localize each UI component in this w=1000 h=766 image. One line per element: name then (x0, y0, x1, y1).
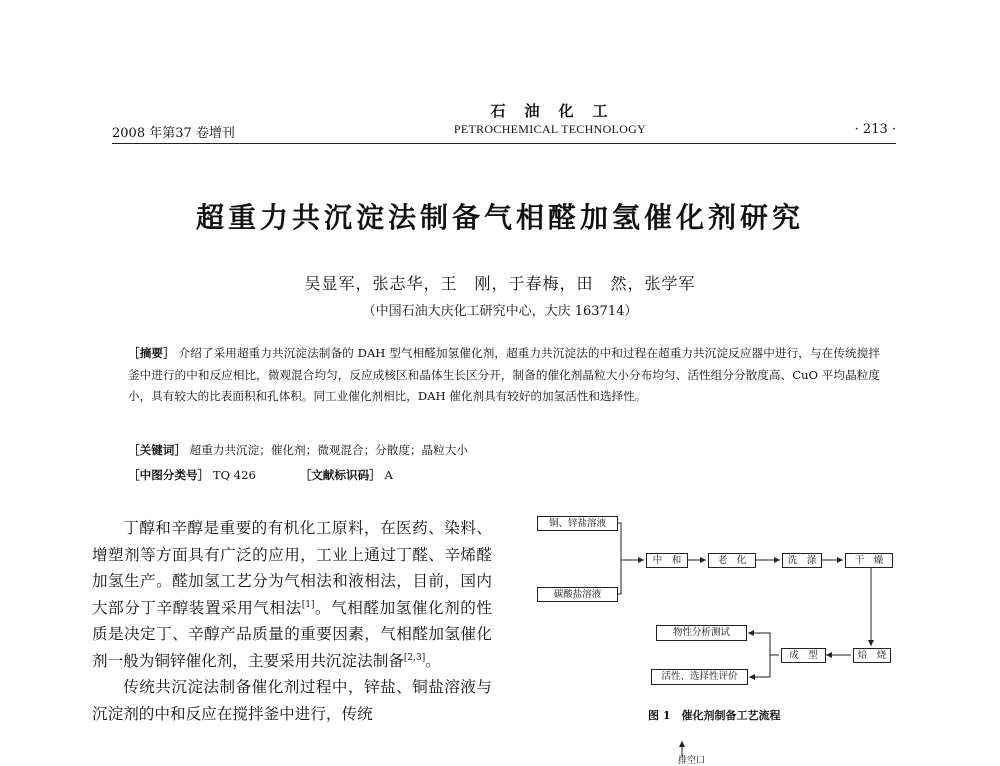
classification (128, 467, 880, 483)
abstract-text: 介绍了采用超重力共沉淀法制备的 DAH 型气相醛加氢催化剂，超重力共沉淀法的中和过程在超重力共沉淀反应器中进行，与在传统搅拌釜中进行的中和反应相比，微观混合均匀，反应成核区和晶体生长区分开，制备的催化剂晶粒大小分布均匀、活性组分分散度高、CuO 平均晶粒度小，具有较大的比表面积和孔体积。同工业催化剂相比，DAH 催化剂具有较好的加氢活性和选择性。 (128, 346, 880, 403)
body-text: 。 (425, 651, 441, 670)
author-list: 吴显军，张志华，王 刚，于春梅，田 然，张学军 (304, 274, 696, 293)
clc-value: TQ 426 (212, 468, 256, 482)
aging-box: 老 化 (708, 553, 756, 568)
clc-label: ［中图分类号］ (128, 468, 210, 482)
vent-label: 排空口 (678, 756, 706, 766)
merge-bracket (618, 523, 621, 594)
doc-code-value: A (384, 468, 393, 482)
figure-caption: 图 1 催化剂制备工艺流程 (648, 709, 781, 722)
issue-info: 2008 年第37 卷增刊 (112, 126, 235, 141)
affiliation: （中国石油大庆化工研究中心，大庆 163714） (362, 304, 638, 319)
keywords-label: ［关键词］ (128, 443, 186, 457)
carbonate-solution-box: 碳酸盐溶液 (537, 587, 618, 602)
abstract-label: ［摘要］ (128, 346, 175, 360)
forming-box: 成 型 (781, 648, 826, 663)
citation: [1] (301, 599, 315, 610)
abstract (128, 343, 880, 408)
calcining-box: 焙 烧 (853, 648, 891, 663)
journal-english-name: PETROCHEMICAL TECHNOLOGY (453, 122, 647, 136)
body-paragraph-2: 传统共沉淀法制备催化剂过程中，锌盐、铜盐溶液与沉淀剂的中和反应在搅拌釜中进行，传统 (92, 678, 492, 723)
citation: [2,3] (403, 652, 426, 663)
washing-box: 洗 涤 (782, 553, 822, 568)
body-paragraph-1 (92, 515, 492, 674)
journal-chinese-name: 石 油 化 工 (490, 102, 610, 120)
cu-zn-solution-box: 铜、锌盐溶液 (537, 516, 618, 531)
process-flow-figure (520, 505, 920, 766)
article-title: 超重力共沉淀法制备气相醛加氢催化剂研究 (195, 201, 804, 234)
neutralize-box: 中 和 (646, 553, 688, 568)
drying-box: 干 燥 (845, 553, 893, 568)
doc-code-label: ［文献标识码］ (299, 468, 381, 482)
property-analysis-box: 物性分析测试 (656, 625, 747, 641)
body-text: 。气相醛加氢催化剂的性质是决定丁、辛醇产品质量的重要因素，气相醛加氢催化剂一般为铜锌催化剂，主要采用共沉淀法制备 (92, 598, 492, 670)
body-column (92, 515, 492, 727)
body-text: 丁醇和辛醇是重要的有机化工原料，在医药、染料、增塑剂等方面具有广泛的应用，工业上通过丁醛、辛烯醛加氢生产。醛加氢工艺分为气相法和液相法，目前，国内大部分丁辛醇装置采用气相法 (92, 519, 492, 617)
arrow-to-analysis (748, 633, 779, 655)
arrow-to-evaluation (749, 655, 770, 677)
activity-evaluation-box: 活性、选择性评价 (651, 669, 748, 685)
keywords (128, 442, 880, 458)
page-number: · 213 · (854, 122, 896, 137)
keywords-text: 超重力共沉淀；催化剂；微观混合；分散度；晶粒大小 (189, 443, 468, 457)
header-rule (112, 143, 896, 144)
